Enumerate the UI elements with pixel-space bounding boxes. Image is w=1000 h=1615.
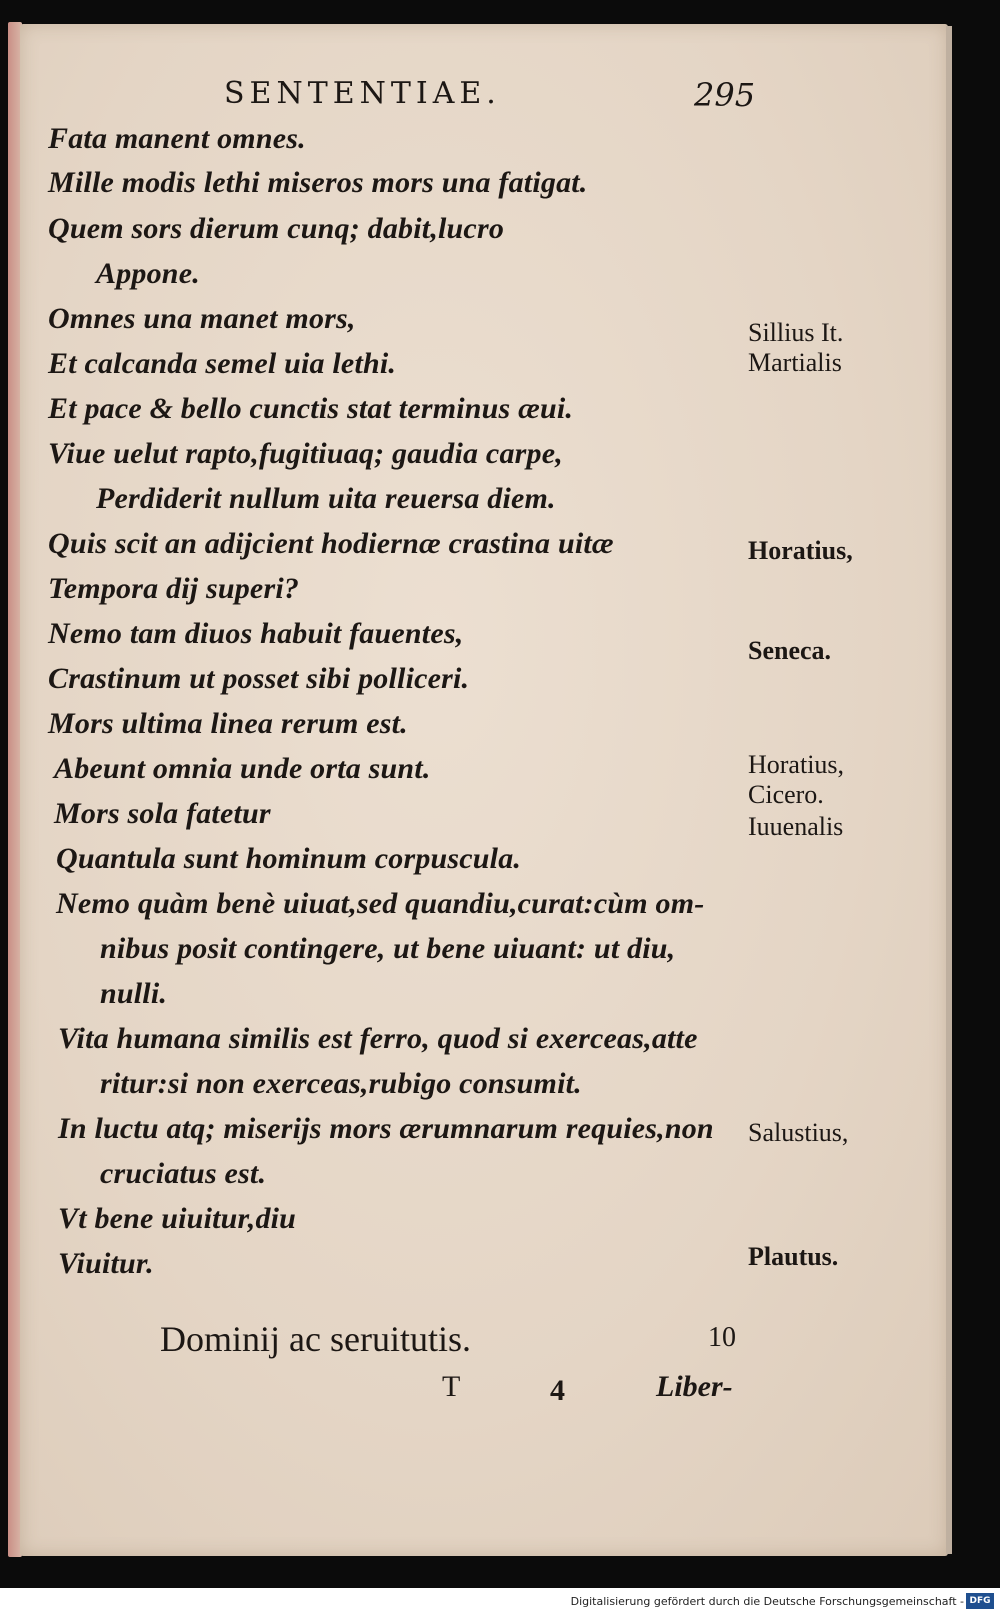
margin-note: Salustius, [748,1118,849,1147]
margin-note: Plautus. [748,1242,839,1271]
margin-note: Seneca. [748,636,832,665]
text-line: Nemo tam diuos habuit fauentes, [48,617,464,650]
text-line: Vt bene uiuitur,diu [58,1202,297,1235]
text-line: Appone. [96,257,200,290]
text-line: In luctu atq; miserijs mors ærumnarum requies,non [58,1112,714,1145]
text-line: Perdiderit nullum uita reuersa diem. [96,482,556,515]
margin-note: Cicero. [748,780,824,809]
text-line: Omnes una manet mors, [48,302,356,335]
text-line: Mors sola fatetur [54,797,271,830]
catchword: Liber- [656,1370,733,1403]
text-line: Nemo quàm benè uiuat,sed quandiu,curat:cùm om- [56,887,705,920]
text-line: nulli. [100,977,168,1010]
signature-number: 4 [550,1374,565,1407]
digitization-credit: Digitalisierung gefördert durch die Deutsche Forschungsgemeinschaft - [570,1595,964,1608]
section-heading: Dominij ac seruitutis. [160,1319,471,1359]
text-line: ritur:si non exerceas,rubigo consumit. [100,1067,582,1100]
margin-note: Iuuenalis [748,812,844,841]
dfg-logo: DFG [966,1593,994,1609]
text-line: Mille modis lethi miseros mors una fatigat. [48,166,588,199]
text-line: Quem sors dierum cunq; dabit,lucro [48,212,505,245]
text-line: Et calcanda semel uia lethi. [48,347,397,380]
margin-note: Sillius It. [748,318,844,347]
book-edge-right [946,26,952,1554]
text-line: Fata manent omnes. [48,122,306,155]
text-line: Tempora dij superi? [48,572,300,605]
text-line: Crastinum ut posset sibi polliceri. [48,662,470,695]
text-line: Viuitur. [58,1247,154,1280]
margin-note: Horatius, [748,536,853,565]
page-number: 295 [694,76,756,114]
text-line: Vita humana similis est ferro, quod si exerceas,atte [58,1022,698,1055]
text-line: Et pace & bello cunctis stat terminus æui. [48,392,574,425]
running-head: SENTENTIAE. [224,76,501,111]
text-line: nibus posit contingere, ut bene uiuant: ut diu, [100,932,676,965]
text-line: cruciatus est. [100,1157,267,1190]
text-line: Quis scit an adijcient hodiernæ crastina uitæ [48,527,614,560]
signature-letter: T [442,1370,461,1403]
text-line: Abeunt omnia unde orta sunt. [54,752,431,785]
margin-note: Horatius, [748,750,845,779]
margin-note: Martialis [748,348,842,377]
text-line: Mors ultima linea rerum est. [48,707,408,740]
section-number: 10 [708,1322,736,1353]
text-line: Viue uelut rapto,fugitiuaq; gaudia carpe, [48,437,563,470]
text-line: Quantula sunt hominum corpuscula. [56,842,522,875]
